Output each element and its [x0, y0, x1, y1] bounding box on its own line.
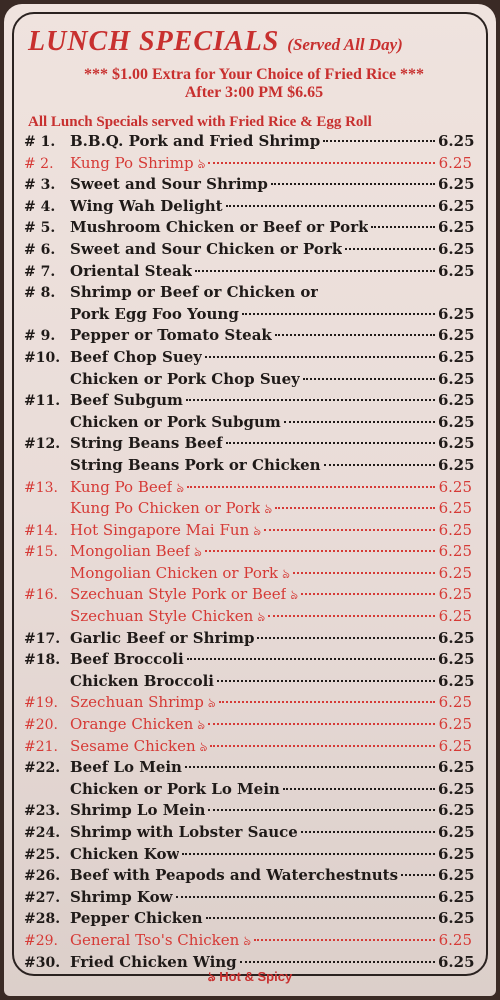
item-name: Beef with Peapods and Waterchestnuts	[70, 866, 399, 885]
item-number: #24.	[24, 825, 61, 841]
spicy-icon: ঌ	[264, 502, 273, 518]
menu-item	[24, 218, 475, 240]
menu-item	[24, 758, 475, 780]
item-number: #22.	[24, 760, 61, 777]
item-name: Sweet and Sour Shrimp	[70, 175, 268, 194]
menu-item	[24, 628, 475, 651]
item-price: 6.25	[438, 412, 475, 431]
item-name: Beef Lo Mein	[70, 758, 182, 777]
item-number: #30.	[24, 954, 61, 971]
spicy-icon: ঌ	[290, 588, 299, 604]
menu-page	[4, 4, 496, 996]
menu-item	[24, 132, 475, 154]
item-name: Hot Singapore Mai Fun	[70, 520, 250, 539]
dot-leader	[210, 745, 435, 747]
item-name: Shrimp Kow	[70, 887, 173, 906]
dot-leader	[242, 313, 435, 315]
item-name: Chicken or Pork Chop Suey	[70, 369, 300, 388]
item-number: #10.	[24, 349, 61, 366]
menu-item	[24, 607, 472, 629]
item-number: #29.	[24, 932, 58, 949]
served-with-note: All Lunch Specials served with Fried Rice & Egg Roll	[28, 114, 372, 130]
menu-item	[24, 866, 475, 888]
item-name: Mushroom Chicken or Beef or Pork	[70, 218, 369, 237]
dot-leader	[401, 874, 435, 876]
item-price: 6.25	[438, 909, 475, 928]
item-number: #14.	[24, 522, 58, 539]
item-number: # 5.	[24, 220, 56, 237]
dot-leader	[254, 939, 435, 941]
menu-item	[24, 261, 475, 284]
item-number: #25.	[24, 846, 61, 863]
menu-item	[24, 412, 475, 435]
item-name: Chicken or Pork Lo Mein	[70, 779, 280, 798]
dot-leader	[271, 183, 435, 185]
menu-item	[24, 175, 475, 197]
spicy-icon: ঌ	[282, 566, 290, 582]
title-subtitle: (Served All Day)	[287, 35, 403, 54]
dot-leader	[275, 334, 435, 336]
dot-leader	[283, 788, 435, 790]
menu-item	[24, 478, 472, 500]
item-name: Chicken Kow	[70, 844, 180, 863]
menu-item	[24, 196, 475, 219]
item-price: 6.25	[438, 736, 472, 755]
item-price: 6.25	[438, 196, 475, 215]
dot-leader	[187, 658, 435, 660]
dot-leader	[323, 140, 435, 142]
item-number: # 3.	[24, 177, 56, 194]
dot-leader	[371, 226, 435, 228]
menu-item	[24, 779, 475, 802]
item-name: General Tso's Chicken	[70, 930, 240, 949]
item-price: 6.25	[438, 715, 472, 734]
item-price: 6.25	[438, 844, 475, 863]
item-name: Kung Po Chicken or Pork	[70, 499, 261, 518]
menu-item	[24, 304, 475, 327]
item-number: #12.	[24, 436, 61, 453]
menu-item	[24, 671, 475, 694]
menu-item	[24, 499, 472, 521]
menu-item	[24, 455, 475, 478]
item-price: 6.25	[438, 434, 475, 453]
item-price: 6.25	[438, 650, 475, 669]
item-name: Chicken or Pork Subgum	[70, 412, 281, 431]
menu-item	[24, 283, 472, 305]
item-number: # 9.	[24, 328, 56, 345]
dot-leader	[208, 162, 435, 164]
dot-leader	[205, 550, 435, 552]
item-number: #26.	[24, 868, 61, 885]
item-price: 6.25	[438, 520, 472, 539]
menu-item	[24, 239, 475, 262]
item-price: 6.25	[438, 628, 475, 647]
item-number: #20.	[24, 717, 58, 734]
item-name: Kung Po Beef	[70, 477, 173, 496]
item-number: #23.	[24, 803, 61, 820]
item-price: 6.25	[438, 369, 475, 388]
item-price: 6.25	[438, 952, 475, 971]
item-number: # 1.	[24, 134, 56, 150]
dot-leader	[257, 637, 435, 639]
spicy-legend-icon: ঌ	[207, 969, 216, 984]
dot-leader	[206, 917, 435, 919]
item-name: B.B.Q. Pork and Fried Shrimp	[70, 132, 321, 150]
item-name: Beef Broccoli	[70, 650, 184, 669]
item-price: 6.25	[438, 175, 475, 194]
item-price: 6.25	[438, 866, 475, 885]
menu-title	[28, 26, 478, 58]
item-name: Pepper or Tomato Steak	[70, 326, 272, 345]
item-name: Oriental Steak	[70, 261, 193, 280]
spicy-icon: ঌ	[197, 156, 206, 172]
menu-item	[24, 542, 472, 564]
item-name: Shrimp with Lobster Sauce	[70, 823, 298, 841]
menu-list	[24, 132, 475, 974]
item-number: #17.	[24, 630, 61, 647]
dot-leader	[268, 615, 435, 617]
item-price: 6.25	[438, 499, 472, 518]
item-number: #13.	[24, 479, 58, 496]
item-name: Pepper Chicken	[70, 909, 203, 928]
dot-leader	[205, 356, 435, 358]
menu-item	[24, 434, 475, 456]
dot-leader	[208, 809, 435, 811]
menu-item	[24, 650, 475, 672]
title-main: LUNCH SPECIALS	[28, 26, 280, 57]
item-name: Mongolian Beef	[70, 542, 190, 561]
item-name: Chicken Broccoli	[70, 671, 214, 690]
item-price: 6.25	[438, 585, 472, 604]
menu-item	[24, 801, 475, 823]
item-number: # 2.	[24, 155, 54, 172]
item-number: # 6.	[24, 241, 56, 258]
dot-leader	[195, 270, 435, 272]
item-number: #16.	[24, 587, 58, 604]
item-name: String Beans Beef	[70, 434, 223, 453]
dot-leader	[226, 205, 435, 207]
dot-leader	[187, 486, 435, 488]
after-3pm-note: After 3:00 PM $6.65	[184, 84, 324, 101]
item-name: Szechuan Style Chicken	[70, 607, 254, 626]
item-number: # 7.	[24, 263, 56, 280]
menu-item	[24, 844, 475, 867]
menu-item	[24, 693, 472, 715]
item-price: 6.25	[438, 304, 475, 323]
item-name: Beef Subgum	[70, 391, 183, 410]
dot-leader	[301, 831, 435, 833]
item-price: 6.25	[438, 563, 472, 582]
menu-item	[24, 737, 472, 759]
item-price: 6.25	[438, 455, 475, 474]
menu-item	[24, 326, 475, 348]
item-price: 6.25	[438, 218, 475, 237]
item-name: Shrimp or Beef or Chicken or	[70, 283, 319, 302]
dot-leader	[264, 529, 435, 531]
fried-rice-note: *** $1.00 Extra for Your Choice of Fried Rice ***	[83, 66, 425, 83]
dot-leader	[176, 896, 435, 898]
item-name: Szechuan Shrimp	[70, 693, 204, 712]
menu-item	[24, 715, 472, 737]
item-price: 6.25	[438, 801, 475, 820]
spicy-icon: ঌ	[193, 545, 202, 561]
dot-leader	[186, 399, 435, 401]
menu-item	[24, 521, 472, 543]
item-name: Mongolian Chicken or Pork	[70, 563, 279, 582]
item-price: 6.25	[438, 542, 472, 561]
item-number: #11.	[24, 393, 61, 410]
dot-leader	[275, 507, 435, 509]
item-price: 6.25	[438, 153, 472, 172]
menu-item	[24, 154, 472, 176]
spicy-icon: ঌ	[243, 933, 252, 949]
item-price: 6.25	[438, 758, 475, 777]
item-price: 6.25	[438, 239, 475, 258]
item-name: Pork Egg Foo Young	[70, 304, 239, 323]
item-number: #21.	[24, 738, 58, 755]
item-price: 6.25	[438, 693, 472, 712]
menu-item	[24, 347, 475, 370]
item-price: 6.25	[438, 391, 475, 410]
item-name: Orange Chicken	[70, 715, 194, 734]
item-price: 6.25	[438, 607, 472, 626]
dot-leader	[217, 680, 435, 682]
item-number: #27.	[24, 889, 61, 906]
menu-item	[24, 585, 472, 607]
item-price: 6.25	[438, 326, 475, 345]
item-name: Sweet and Sour Chicken or Pork	[70, 239, 343, 258]
dot-leader	[219, 701, 435, 703]
item-price: 6.25	[438, 779, 475, 798]
spicy-icon: ঌ	[253, 523, 262, 539]
item-name: Garlic Beef or Shrimp	[70, 628, 255, 647]
item-price: 6.25	[438, 347, 475, 366]
item-price: 6.25	[438, 930, 472, 949]
spicy-icon: ঌ	[207, 696, 216, 712]
dot-leader	[293, 572, 435, 574]
item-price: 6.25	[438, 671, 475, 690]
spicy-legend	[4, 968, 496, 989]
item-name: String Beans Pork or Chicken	[70, 455, 321, 474]
dot-leader	[303, 378, 435, 380]
item-price: 6.25	[438, 823, 475, 841]
dot-leader	[185, 766, 435, 768]
item-number: #19.	[24, 695, 58, 712]
dot-leader	[182, 853, 435, 855]
menu-item	[24, 369, 475, 392]
spicy-icon: ঌ	[176, 480, 185, 496]
menu-item	[24, 823, 475, 845]
item-name: Shrimp Lo Mein	[70, 801, 206, 820]
item-price: 6.25	[438, 132, 475, 150]
item-name: Sesame Chicken	[70, 736, 196, 755]
menu-item	[24, 909, 475, 931]
item-number: #15.	[24, 544, 58, 561]
dot-leader	[226, 442, 435, 444]
item-number: # 8.	[24, 285, 56, 302]
dot-leader	[208, 723, 435, 725]
item-price: 6.25	[438, 477, 472, 496]
item-name: Kung Po Shrimp	[70, 153, 194, 172]
menu-item	[24, 931, 472, 953]
item-price: 6.25	[438, 261, 475, 280]
spicy-icon: ঌ	[257, 610, 266, 626]
item-name: Fried Chicken Wing	[70, 952, 237, 971]
item-name: Szechuan Style Pork or Beef	[70, 585, 287, 604]
spicy-icon: ঌ	[199, 739, 208, 755]
item-name: Wing Wah Delight	[70, 196, 223, 215]
item-number: #28.	[24, 911, 61, 928]
menu-item	[24, 887, 475, 910]
menu-item	[24, 564, 472, 586]
dot-leader	[345, 248, 435, 250]
item-name: Beef Chop Suey	[70, 347, 202, 366]
item-price: 6.25	[438, 887, 475, 906]
dot-leader	[301, 593, 435, 595]
item-number: # 4.	[24, 198, 56, 215]
menu-item	[24, 391, 475, 413]
item-number: #18.	[24, 652, 61, 669]
dot-leader	[324, 464, 435, 466]
dot-leader	[240, 961, 435, 963]
spicy-legend-label: Hot & Spicy	[219, 969, 293, 984]
spicy-icon: ঌ	[197, 718, 206, 734]
dot-leader	[284, 421, 435, 423]
